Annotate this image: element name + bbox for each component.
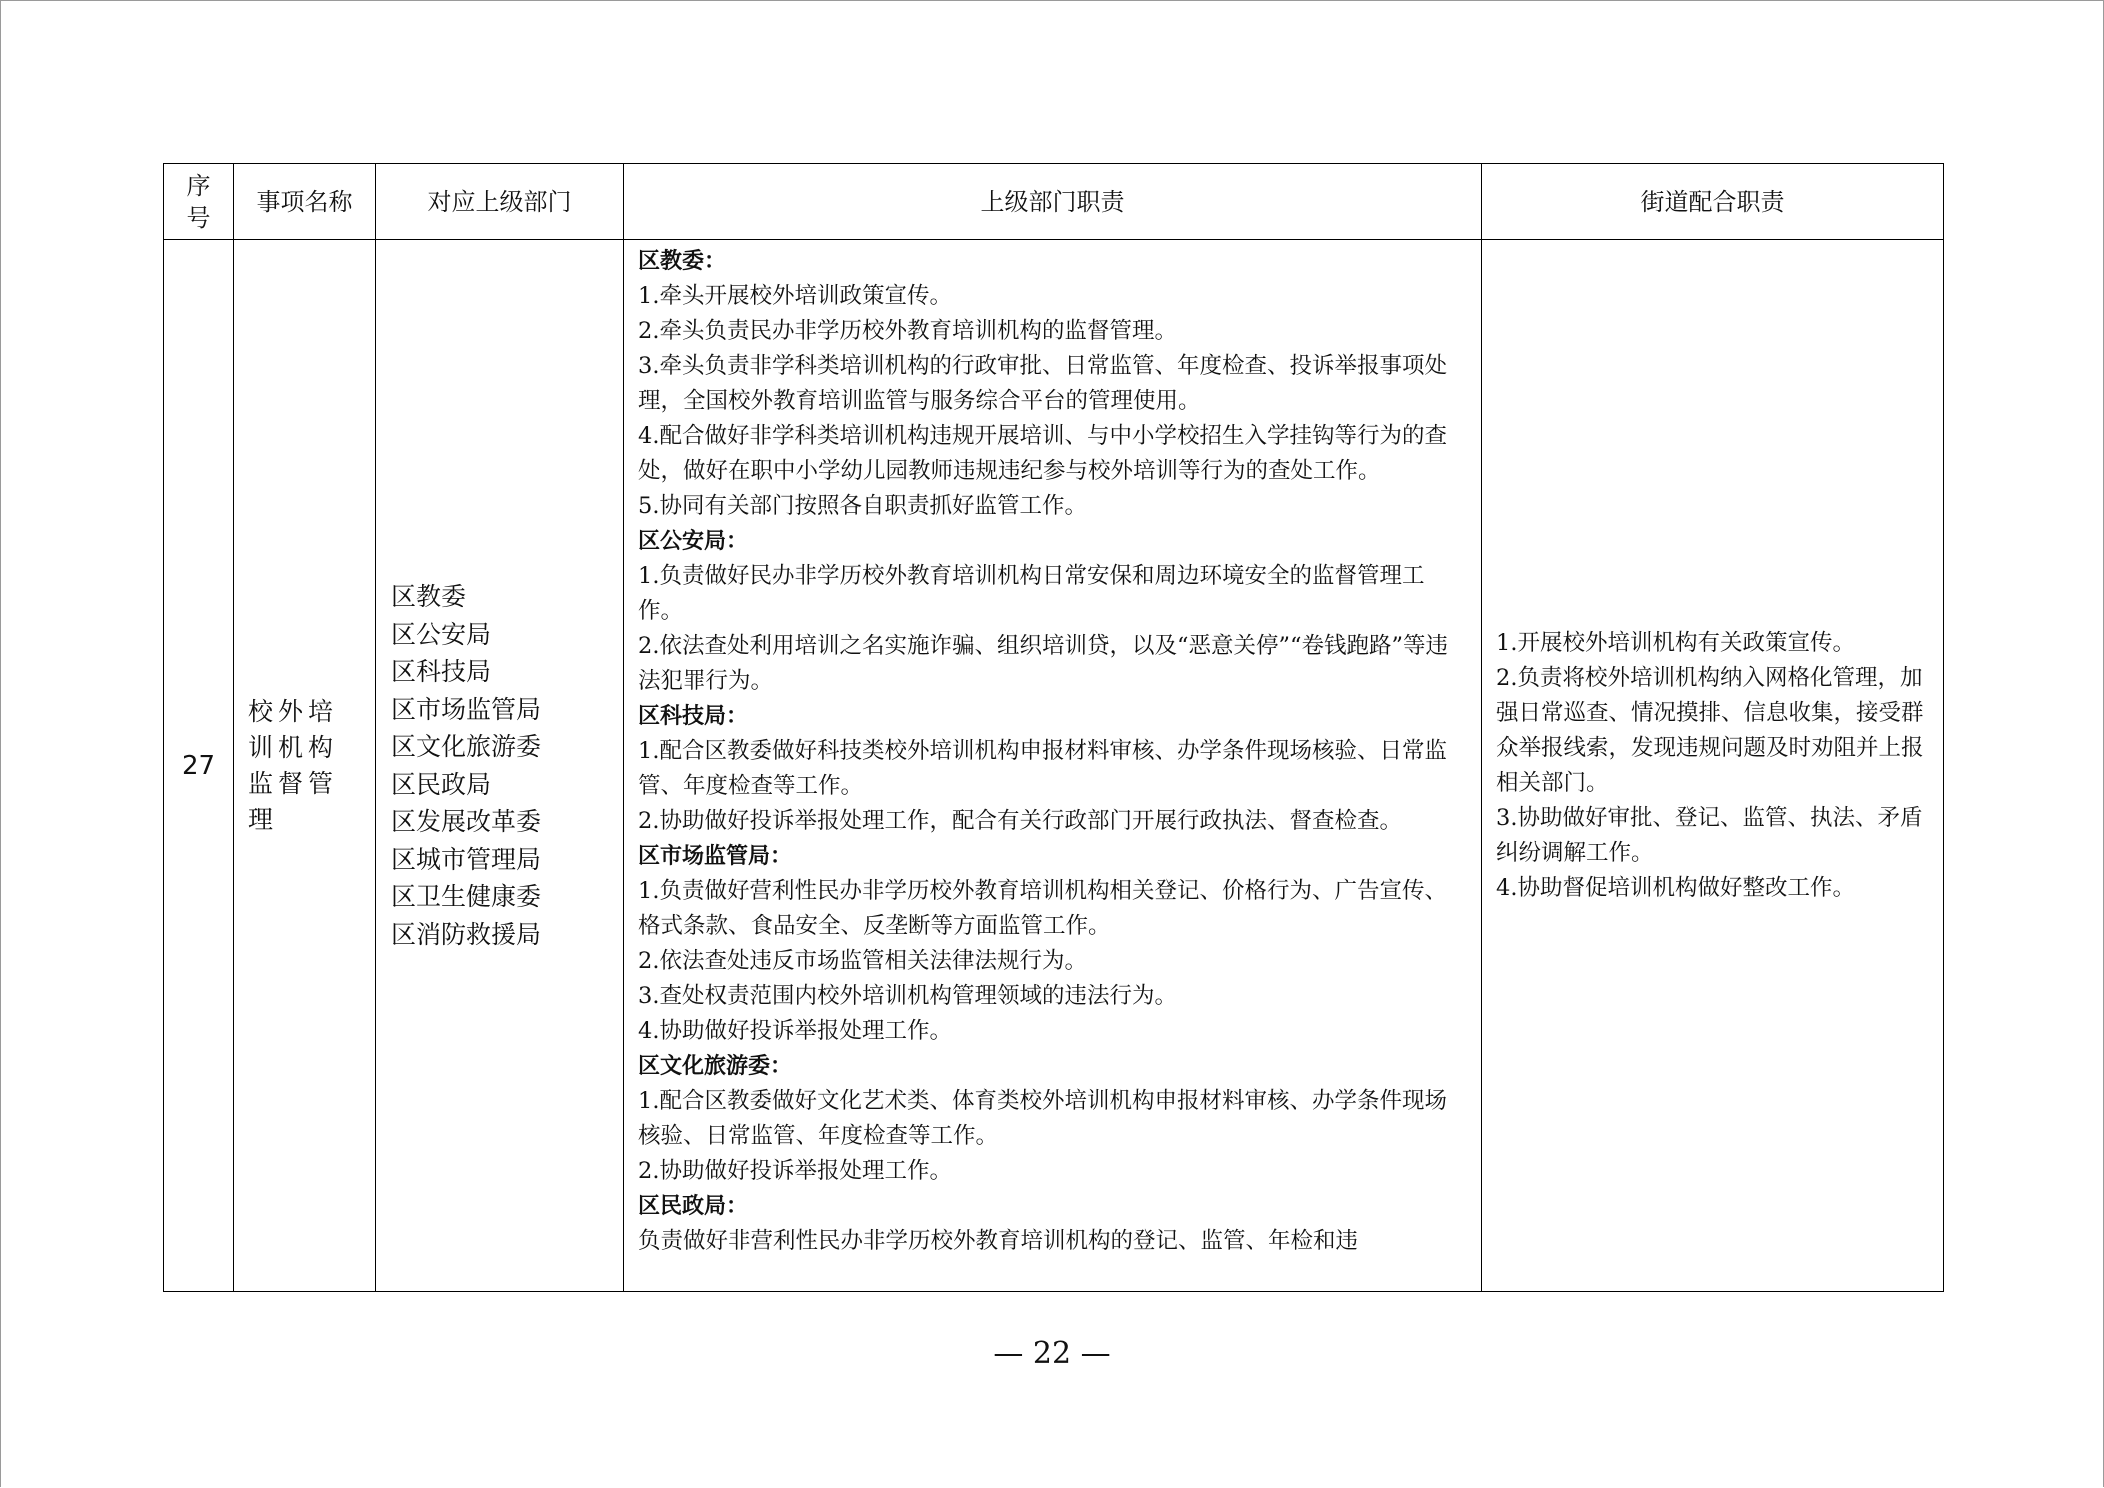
row-street-duties (1482, 240, 1944, 1292)
duty-block-title: 区公安局： (638, 529, 749, 554)
department-item: 区市场监管局 (391, 694, 542, 724)
duty-line: 1.配合区教委做好文化艺术类、体育类校外培训机构申报材料审核、办学条件现场核验、日常监管、年度检查等工作。 (638, 1088, 1447, 1149)
duty-table (163, 163, 1944, 1292)
duty-line: 2.协助做好投诉举报处理工作，配合有关行政部门开展行政执法、督查检查。 (638, 808, 1402, 834)
table-row (164, 240, 1944, 1292)
header-superior-duty: 上级部门职责 (624, 164, 1482, 240)
duty-line: 2.依法查处利用培训之名实施诈骗、组织培训贷，以及“恶意关停”“卷钱跑路”等违法犯罪行为。 (638, 633, 1448, 694)
department-item: 区城市管理局 (391, 844, 542, 874)
department-item: 区发展改革委 (391, 807, 542, 836)
department-item: 区文化旅游委 (391, 732, 542, 761)
duty-line: 3.查处权责范围内校外培训机构管理领域的违法行为。 (638, 983, 1177, 1009)
department-item: 区消防救援局 (391, 919, 542, 949)
duty-line: 4.配合做好非学科类培训机构违规开展培训、与中小学校招生入学挂钩等行为的查处，做好在职中小学幼儿园教师违规违纪参与校外培训等行为的查处工作。 (638, 423, 1447, 484)
header-seq (164, 164, 234, 240)
duty-line: 1.负责做好营利性民办非学历校外教育培训机构相关登记、价格行为、广告宣传、格式条款、食品安全、反垄断等方面监管工作。 (638, 878, 1447, 939)
duty-line: 1.负责做好民办非学历校外教育培训机构日常安保和周边环境安全的监督管理工作。 (638, 563, 1425, 624)
duty-content (638, 244, 1469, 1285)
department-item: 区科技局 (391, 657, 492, 686)
duty-line: 1.牵头开展校外培训政策宣传。 (638, 283, 952, 309)
department-item: 区教委 (391, 582, 467, 611)
row-departments (376, 240, 624, 1292)
duty-line: 1.配合区教委做好科技类校外培训机构申报材料审核、办学条件现场核验、日常监管、年度检查等工作。 (638, 738, 1447, 799)
duty-line: 5.协同有关部门按照各自职责抓好监管工作。 (638, 493, 1087, 519)
duty-line: 2.依法查处违反市场监管相关法律法规行为。 (638, 948, 1087, 974)
duty-block-title: 区市场监管局： (638, 844, 793, 869)
duty-line: 4.协助做好投诉举报处理工作。 (638, 1018, 952, 1044)
street-duty-line: 1.开展校外培训机构有关政策宣传。 (1496, 629, 1855, 656)
duty-block-title: 区民政局： (638, 1194, 749, 1219)
duty-line: 负责做好非营利性民办非学历校外教育培训机构的登记、监管、年检和违 (638, 1228, 1359, 1254)
duty-line: 3.牵头负责非学科类培训机构的行政审批、日常监管、年度检查、投诉举报事项处理，全国校外教育培训监管与服务综合平台的管理使用。 (638, 353, 1447, 414)
header-street-duty: 街道配合职责 (1482, 164, 1944, 240)
header-item-name: 事项名称 (234, 164, 376, 240)
row-superior-duties (624, 240, 1482, 1292)
row-seq: 27 (164, 240, 234, 1292)
table-header-row (164, 164, 1944, 240)
department-item: 区民政局 (391, 769, 492, 799)
duty-block-title: 区科技局： (638, 704, 749, 729)
page-number: — 22 — (993, 1336, 1111, 1371)
duty-block-title: 区文化旅游委： (638, 1054, 793, 1079)
duty-line: 2.牵头负责民办非学历校外教育培训机构的监督管理。 (638, 318, 1177, 344)
duty-line: 2.协助做好投诉举报处理工作。 (638, 1158, 952, 1184)
header-superior-dept: 对应上级部门 (376, 164, 624, 240)
street-duty-line: 2.负责将校外培训机构纳入网格化管理，加强日常巡查、情况摸排、信息收集，接受群众举报线索，发现违规问题及时劝阻并上报相关部门。 (1496, 664, 1924, 796)
duty-block-title: 区教委： (638, 249, 727, 274)
header-seq-label: 序 号 (186, 171, 211, 232)
department-item: 区公安局 (391, 619, 492, 649)
row-item-name: 校外培训机构监督管理 (234, 240, 376, 1292)
department-item: 区卫生健康委 (391, 882, 542, 911)
street-duty-line: 4.协助督促培训机构做好整改工作。 (1496, 874, 1855, 901)
street-duty-line: 3.协助做好审批、登记、监管、执法、矛盾纠纷调解工作。 (1496, 804, 1923, 866)
